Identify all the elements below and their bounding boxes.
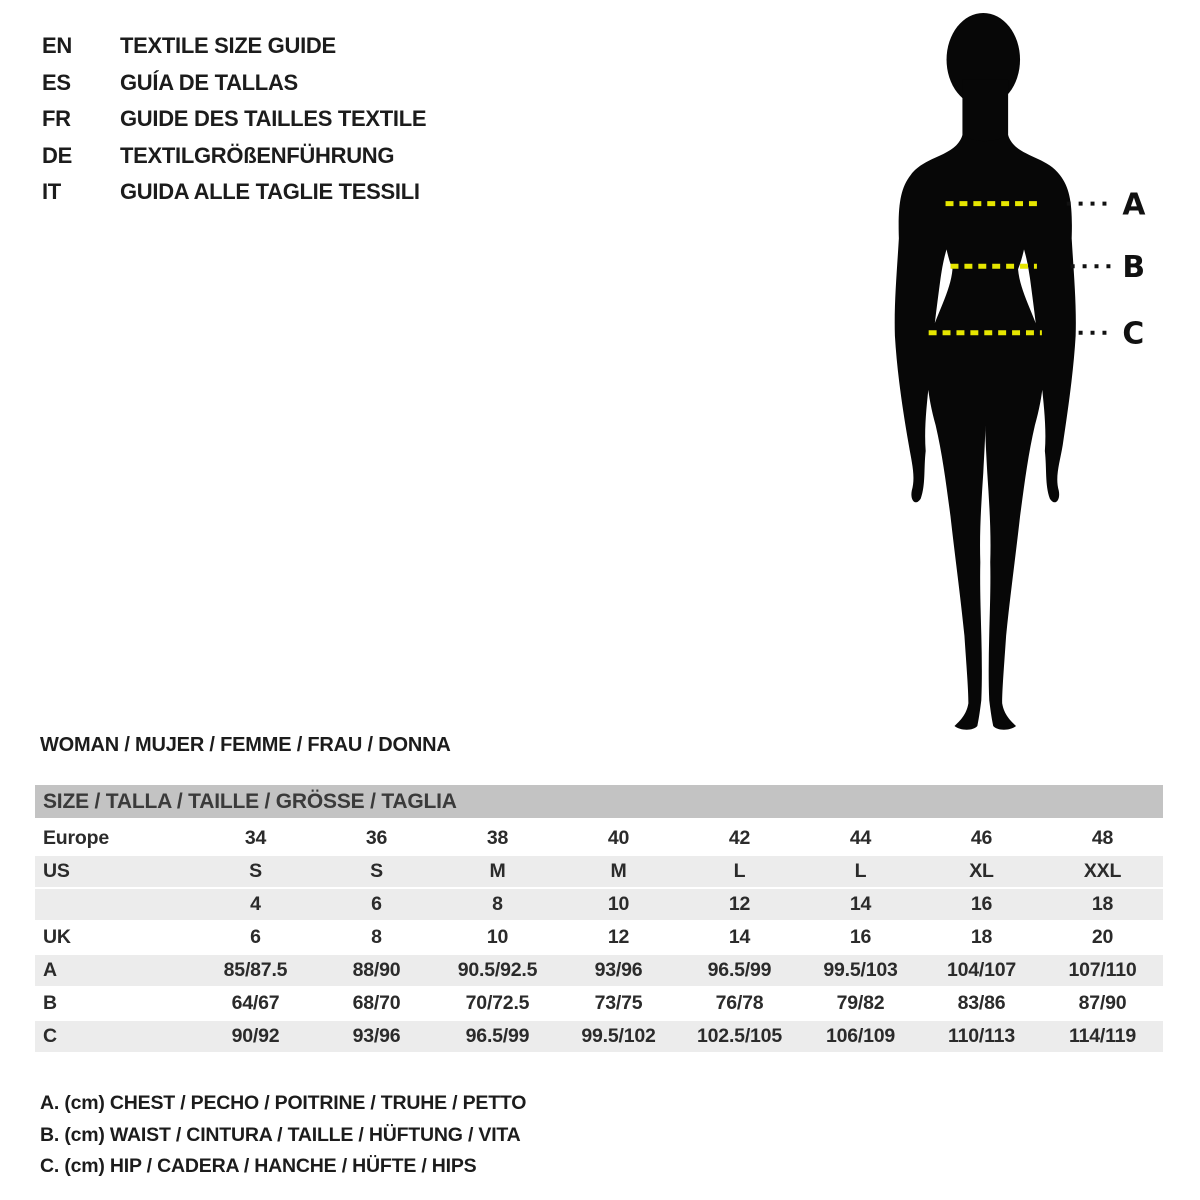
guide-title-text: GUIDA ALLE TAGLIE TESSILI [120, 179, 420, 205]
row-label: C [43, 1025, 57, 1047]
table-cell: 8 [492, 893, 503, 915]
silhouette-svg [865, 8, 1185, 733]
marker-label-b: B [1122, 250, 1146, 286]
size-table-body [35, 823, 1163, 1052]
table-cell: 64/67 [231, 992, 280, 1014]
table-cell: 6 [250, 926, 261, 948]
table-cell: 12 [728, 893, 751, 915]
language-code: DE [42, 142, 72, 168]
language-code: EN [42, 33, 72, 59]
table-cell: 102.5/105 [697, 1025, 782, 1047]
table-cell: 85/87.5 [223, 959, 288, 981]
table-cell: 10 [486, 926, 509, 948]
table-cell: 36 [365, 827, 388, 849]
table-cell: 38 [486, 827, 509, 849]
table-cell: 14 [849, 893, 872, 915]
language-row-it [42, 174, 426, 211]
table-cell: 90/92 [231, 1025, 280, 1047]
guide-title-text: GUÍA DE TALLAS [120, 69, 298, 95]
table-cell: 88/90 [352, 959, 401, 981]
legend-line: A. (cm) CHEST / PECHO / POITRINE / TRUHE / PETTO [40, 1092, 527, 1115]
legend-line: B. (cm) WAIST / CINTURA / TAILLE / HÜFTUNG / VITA [40, 1123, 521, 1146]
table-cell: 48 [1091, 827, 1114, 849]
table-cell: 12 [607, 926, 630, 948]
language-code: ES [42, 69, 71, 95]
table-cell: S [249, 860, 262, 882]
table-cell: 96.5/99 [465, 1025, 530, 1047]
table-row [35, 889, 1163, 920]
table-row [35, 955, 1163, 986]
language-code: FR [42, 106, 71, 132]
table-cell: 107/110 [1068, 959, 1137, 981]
row-label: US [43, 860, 70, 882]
table-cell: 90.5/92.5 [457, 959, 538, 981]
table-cell: M [489, 860, 506, 882]
table-cell: 6 [371, 893, 382, 915]
row-label: B [43, 992, 57, 1014]
table-row [35, 823, 1163, 854]
table-cell: 44 [849, 827, 872, 849]
table-cell: 93/96 [352, 1025, 401, 1047]
table-cell: 16 [849, 926, 872, 948]
table-cell: XL [969, 860, 994, 882]
language-title-list [42, 28, 426, 211]
woman-silhouette-figure [865, 8, 1185, 733]
guide-title-text: GUIDE DES TAILLES TEXTILE [120, 106, 427, 132]
language-code: IT [42, 179, 61, 205]
row-label: Europe [43, 827, 109, 849]
table-cell: 96.5/99 [707, 959, 772, 981]
table-cell: 87/90 [1078, 992, 1127, 1014]
table-cell: 70/72.5 [465, 992, 530, 1014]
size-table-header: SIZE / TALLA / TAILLE / GRÖSSE / TAGLIA [35, 785, 1163, 818]
legend-line: C. (cm) HIP / CADERA / HANCHE / HÜFTE / HIPS [40, 1155, 477, 1178]
table-cell: L [733, 860, 746, 882]
table-row [35, 856, 1163, 887]
table-cell: 42 [728, 827, 751, 849]
table-cell: 79/82 [836, 992, 885, 1014]
table-cell: 40 [607, 827, 630, 849]
table-cell: 93/96 [594, 959, 643, 981]
table-row [35, 988, 1163, 1019]
table-cell: 99.5/103 [823, 959, 898, 981]
language-row-es [42, 65, 426, 102]
table-cell: 46 [970, 827, 993, 849]
size-table [35, 785, 1163, 1054]
table-cell: 106/109 [825, 1025, 896, 1047]
language-row-de [42, 138, 426, 175]
table-cell: 10 [607, 893, 630, 915]
language-row-fr [42, 101, 426, 138]
table-cell: 18 [970, 926, 993, 948]
table-cell: 8 [371, 926, 382, 948]
guide-title-text: TEXTILE SIZE GUIDE [120, 33, 336, 59]
row-label: UK [43, 926, 71, 948]
table-cell: 76/78 [715, 992, 764, 1014]
table-cell: M [610, 860, 627, 882]
table-cell: 14 [728, 926, 751, 948]
table-cell: 114/119 [1069, 1025, 1136, 1047]
table-cell: XXL [1083, 860, 1122, 882]
table-cell: 4 [250, 893, 261, 915]
table-row [35, 922, 1163, 953]
table-cell: 110/113 [948, 1025, 1015, 1047]
gender-title: WOMAN / MUJER / FEMME / FRAU / DONNA [40, 734, 451, 756]
table-cell: 16 [970, 893, 993, 915]
marker-label-c: C [1122, 316, 1145, 352]
table-cell: 18 [1091, 893, 1114, 915]
table-cell: 83/86 [957, 992, 1006, 1014]
table-cell: 99.5/102 [581, 1025, 656, 1047]
row-label: A [43, 959, 57, 981]
table-cell: 34 [244, 827, 267, 849]
table-cell: L [854, 860, 867, 882]
table-row [35, 1021, 1163, 1052]
measurement-legend [40, 1088, 526, 1183]
guide-title-text: TEXTILGRÖßENFÜHRUNG [120, 142, 395, 168]
woman-silhouette [895, 13, 1076, 730]
table-cell: 104/107 [946, 959, 1017, 981]
table-cell: S [370, 860, 383, 882]
table-cell: 73/75 [594, 992, 643, 1014]
language-row-en [42, 28, 426, 65]
table-cell: 20 [1091, 926, 1114, 948]
marker-label-a: A [1122, 187, 1146, 223]
table-cell: 68/70 [352, 992, 401, 1014]
